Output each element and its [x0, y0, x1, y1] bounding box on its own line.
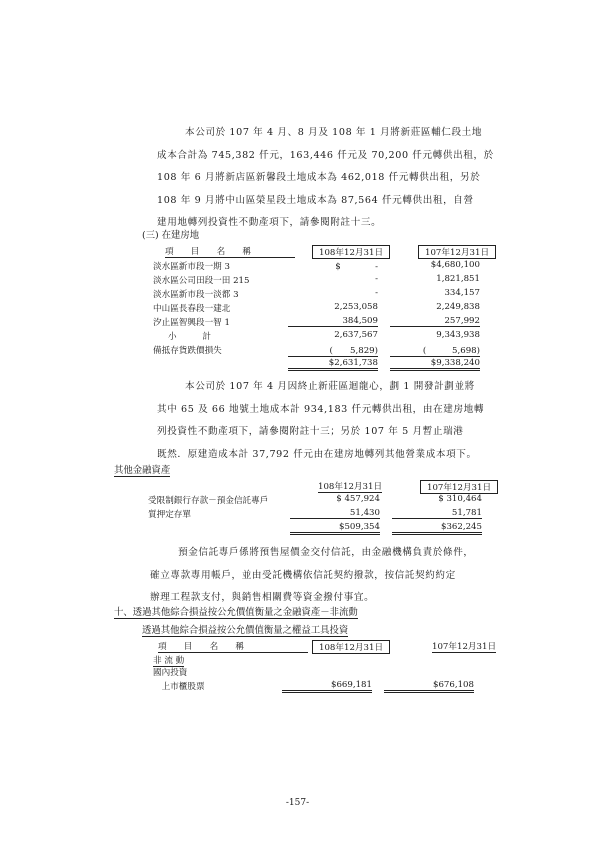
value-2019: $2,631,738 — [288, 358, 378, 371]
para2-line: 其中 65 及 66 地號土地成本計 934,183 仟元轉供出租，由在建房地轉 — [157, 403, 485, 415]
row-label: 淡水區公司田段一田 215 — [153, 276, 250, 286]
value-2018: 2,249,838 — [436, 302, 480, 312]
row-label: 淡水區新市段一期 3 — [153, 262, 230, 272]
value-2019: 384,509 — [288, 316, 378, 327]
value-2019: $509,354 — [290, 522, 380, 535]
table3-header-col2: 107年12月31日 — [432, 642, 497, 652]
table-row — [0, 274, 595, 288]
row-label: 非 流 動 — [153, 656, 185, 666]
value-2018: $4,680,100 — [430, 260, 480, 270]
value-2018: $676,108 — [384, 680, 474, 693]
value-2018: 51,781 — [392, 508, 482, 519]
value-2019: - — [375, 274, 378, 284]
table-row — [0, 494, 595, 508]
table3-header-col1: 108年12月31日 — [312, 640, 390, 654]
table1-header-col1: 108年12月31日 — [312, 245, 390, 259]
value-2018: 257,992 — [390, 316, 480, 327]
page-number: -157- — [285, 798, 310, 808]
table-row-total — [0, 522, 595, 536]
table2-header — [0, 480, 595, 494]
para1-line: 建用地轉列投資性不動產項下，請參閱附註十三。 — [157, 217, 382, 228]
para3-line: 辦理工程款支付，與銷售相關費等資金撥付事宜。 — [150, 592, 375, 603]
value-2019: - — [375, 288, 378, 298]
table-row — [0, 288, 595, 302]
value-2019: $669,181 — [282, 680, 372, 693]
section-title-fvoci-assets: 十、透過其他綜合損益按公允價值衡量之金融資產－非流動 — [114, 604, 358, 619]
row-label: 淡水區新市段一淡都 3 — [153, 290, 239, 300]
value-2019: 2,253,058 — [334, 302, 378, 312]
row-label: 質押定存單 — [148, 510, 191, 520]
value-2019: 51,430 — [290, 508, 380, 519]
value-2018: $9,338,240 — [390, 358, 480, 371]
table3-header-item: 項 目 名 稱 — [158, 640, 308, 653]
value-2018: $362,245 — [392, 522, 482, 535]
table2-header-col1: 108年12月31日 — [318, 482, 383, 492]
row-label: 受限制銀行存款－預金信託專戶 — [148, 496, 269, 506]
table-row — [0, 260, 595, 274]
value-2018: 9,343,938 — [436, 330, 480, 340]
table2-header-col2: 107年12月31日 — [420, 480, 498, 494]
table1-header-item: 項 目 名 稱 — [165, 245, 295, 258]
para1-line: 本公司於 107 年 4 月、8 月及 108 年 1 月將新莊區輔仁段土地 — [185, 127, 483, 138]
paragraph-land-transfer — [157, 122, 497, 235]
table-row — [0, 344, 595, 358]
section-title-construction-in-progress: (三) 在建房地 — [142, 230, 200, 241]
value-2019: $ - — [335, 262, 378, 272]
row-label: 中山區長春段一建北 — [153, 304, 231, 314]
value-2018: $ 310,464 — [438, 494, 482, 504]
row-label: 國內投資 — [153, 668, 188, 678]
table-row — [0, 666, 595, 680]
para2-line: 列投資性不動產項下，請參閱附註十三；另於 107 年 5 月暫止瑞港 — [157, 426, 464, 437]
para2-line: 本公司於 107 年 4 月因終止新莊區迴龍心，劃 1 開發計劃並將 — [185, 381, 475, 392]
value-2018: ( 5,698) — [390, 344, 480, 357]
table-row — [0, 680, 595, 694]
paragraph-project-termination — [157, 376, 497, 466]
paragraph-trust-account — [150, 542, 500, 610]
table1-header-col2: 107年12月31日 — [418, 245, 496, 259]
value-2018: 1,821,851 — [436, 274, 480, 284]
row-label: 汐止區智興段一智 1 — [153, 318, 230, 328]
para3-line: 確立專款專用帳戶，並由受託機構依信託契約撥款，按信託契約約定 — [150, 569, 456, 581]
table3-header — [0, 640, 595, 654]
para1-line: 108 年 9 月將中山區榮星段土地成本為 87,564 仟元轉供出租，自營 — [157, 194, 474, 206]
section-title-other-financial-assets — [114, 462, 170, 476]
table-row — [0, 508, 595, 522]
value-2019: $ 457,924 — [336, 494, 380, 504]
para1-line: 成本合計為 745,382 仟元，163,446 仟元及 70,200 仟元轉供出租，於 — [157, 149, 494, 161]
row-label: 小 計 — [168, 332, 211, 342]
para2-line: 既然．原建造成本計 37,792 仟元由在建房地轉列其他營業成本項下。 — [157, 448, 477, 460]
table-row — [0, 316, 595, 330]
value-2019: ( 5,829) — [288, 344, 378, 357]
table-row — [0, 302, 595, 316]
section9-heading-label: 其他金融資產 — [114, 465, 171, 476]
row-label: 備抵存貨跌價損失 — [153, 346, 222, 356]
table1-header — [0, 245, 595, 259]
section-subtitle-equity-investments: 透過其他綜合損益按公允價值衡量之權益工具投資 — [142, 622, 348, 637]
table-row-total — [0, 358, 595, 372]
para1-line: 108 年 6 月將新店區新馨段土地成本為 462,018 仟元轉供出租，另於 — [157, 172, 481, 183]
value-2018: 334,157 — [444, 288, 480, 298]
para3-line: 預金信託專戶係將預售屋價金交付信託，由金融機構負責於條件， — [178, 547, 474, 558]
row-label: 上市櫃股票 — [153, 682, 205, 692]
value-2019: 2,637,567 — [334, 330, 378, 340]
table-row — [0, 330, 595, 344]
